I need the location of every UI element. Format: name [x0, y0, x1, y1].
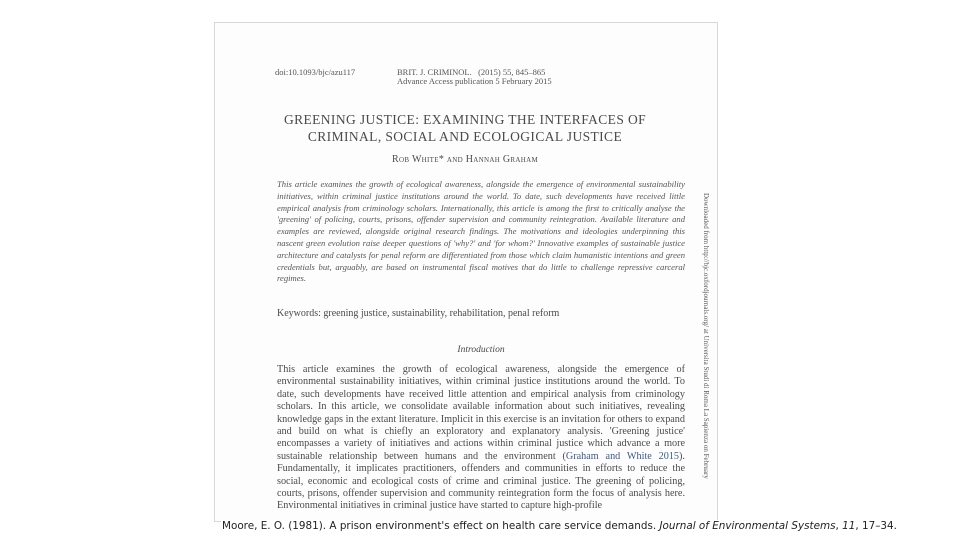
journal-citation: BRIT. J. CRIMINOL. (2015) 55, 845–865 — [397, 67, 546, 77]
title-line-2: CRIMINAL, SOCIAL AND ECOLOGICAL JUSTICE — [307, 129, 623, 144]
authors: Rob White* and Hannah Graham — [392, 154, 538, 165]
body-text-part-2: ). Fundamentally, it implicates practitioners, offenders and communities in efforts to reduce the social, economic and ecological costs of crime and criminal justice. The greening of policing, courts, prisons, offender supervision and community reintegration form the focus of analysis here. Environmental initiatives in criminal justice have started to capture high-profile — [277, 450, 685, 512]
section-heading: Introduction — [457, 345, 505, 355]
doi: doi:10.1093/bjc/azu117 — [275, 67, 356, 77]
body-paragraph — [277, 364, 685, 513]
title-line-1: GREENING JUSTICE: EXAMINING THE INTERFACES OF — [283, 112, 647, 127]
paper-title — [255, 111, 675, 145]
keywords: Keywords: greening justice, sustainability, rehabilitation, penal reform — [277, 308, 560, 319]
journal-info — [397, 68, 552, 86]
caption-volume: 11 — [842, 520, 856, 532]
caption-journal: Journal of Environmental Systems — [659, 520, 836, 532]
caption-pages: , 17–34. — [855, 520, 897, 532]
caption-text: Moore, E. O. (1981). A prison environment's effect on health care service demands. — [222, 520, 660, 532]
download-watermark: Downloaded from http://bjc.oxfordjournals.org/ at Universita Studi di Roma La Sapienza on February — [702, 193, 710, 479]
caption-sep: , — [835, 520, 843, 532]
advance-access: Advance Access publication 5 February 2015 — [397, 76, 552, 86]
paper-page — [214, 22, 718, 522]
citation-link[interactable]: Graham and White 2015 — [565, 450, 680, 462]
slide-caption — [221, 520, 898, 532]
abstract: This article examines the growth of ecological awareness, alongside the emergence of environmental sustainability initiatives, within criminal justice institutions around the world. To date, such developments have received little empirical analysis from criminology scholars. Internationally, this article is among the first to critically analyse the 'greening' of policing, courts, prisons, offender supervision and community reintegration. Available literature and examples are reviewed, alongside original research findings. The motivations and ideologies underpinning this nascent green evolution raise deeper questions of 'why?' and 'for whom?' Innovative examples of sustainable justice architecture and catalysts for penal reform are differentiated from those which claim humanistic intentions and green credentials but, arguably, are based on instrumental fiscal motives that do little to challenge repressive carceral regimes. — [277, 179, 685, 284]
body-text-part-1: This article examines the growth of ecological awareness, alongside the emergence of environmental sustainability initiatives, within criminal justice institutions around the world. To date, such developments have received little attention and empirical analysis from criminology scholars. In this article, we consolidate available information about such initiatives, revealing knowledge gaps in the extant literature. Implicit in this exercise is an invitation for others to expand and build on what is chiefly an exploratory and explanatory analysis. 'Greening justice' encompasses a variety of initiatives and actions within criminal justice which advance a more sustainable relationship between humans and the environment ( — [277, 364, 685, 462]
